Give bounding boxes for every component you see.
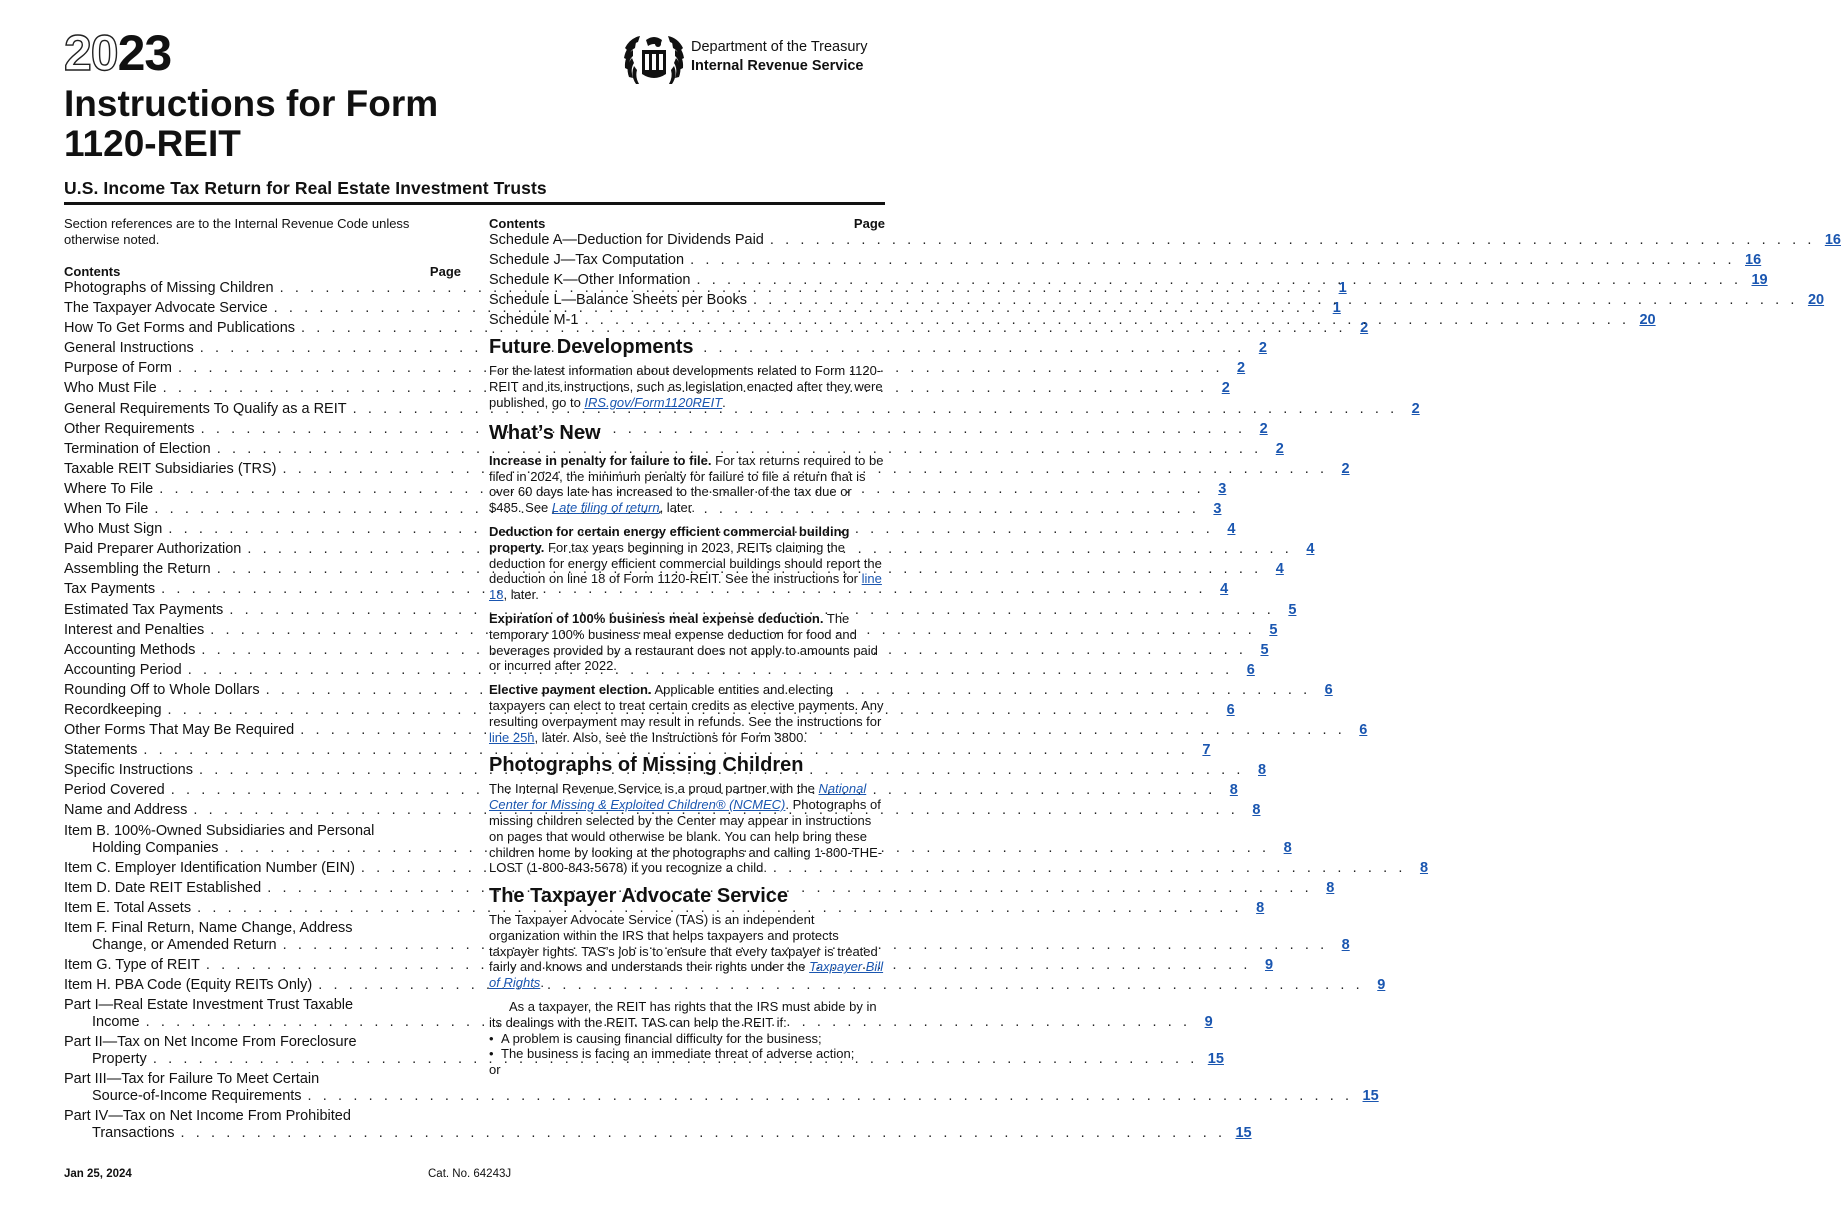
irs-form-link[interactable]: IRS.gov/Form1120REIT	[584, 394, 723, 410]
toc-entry[interactable]	[64, 360, 1246, 377]
toc-entry[interactable]	[64, 957, 1274, 974]
toc-entry-label	[64, 280, 274, 297]
toc-entry-label-text: General Instructions	[64, 340, 194, 357]
toc-entry[interactable]	[489, 272, 1768, 289]
penalty-text-end: , later.	[659, 500, 695, 516]
toc-entry-label-text: Accounting Methods	[64, 641, 196, 658]
toc-page-link[interactable]: 6	[1324, 681, 1333, 698]
toc-entry[interactable]	[489, 252, 1762, 269]
toc-entry-label	[64, 461, 276, 478]
energy-bold: Deduction for certain energy efficient commercial building property.	[489, 523, 850, 555]
toc-entry-label-text: General Requirements To Qualify as a REIT	[64, 400, 347, 417]
toc-page-link[interactable]: 8	[1283, 839, 1292, 856]
toc-entry[interactable]	[64, 977, 1386, 994]
toc-page-link[interactable]: 8	[1341, 936, 1350, 953]
agency-irs: Internal Revenue Service	[691, 58, 864, 74]
toc-page-link[interactable]: 1	[1332, 300, 1341, 317]
toc-entry-label-text: Tax Payments	[64, 581, 156, 598]
toc-entry-label-text: Item D. Date REIT Established	[64, 879, 262, 896]
bullet-icon: •	[489, 1030, 494, 1046]
toc-entry-label	[489, 272, 691, 289]
toc-entry-label	[64, 501, 148, 518]
agency-department: Department of the Treasury	[691, 39, 868, 55]
toc-page-link[interactable]: 3	[1218, 480, 1227, 497]
toc-entry-label-continued: Source-of-Income Requirements	[92, 1088, 302, 1105]
toc-entry-label-continued: Holding Companies	[92, 839, 219, 856]
line-25h-link[interactable]: line 25h	[489, 729, 535, 745]
toc-page-link[interactable]: 2	[1411, 400, 1420, 417]
toc-entry-label-text: Period Covered	[64, 782, 165, 799]
toc-page-label: Page	[429, 264, 461, 279]
toc-entry[interactable]	[64, 661, 1255, 679]
late-filing-link[interactable]: Late filing of return	[551, 500, 660, 516]
toc-entry-label-text: Part IV—Tax on Net Income From Prohibited	[64, 1108, 351, 1125]
toc-entry-label-text: Part III—Tax for Failure To Meet Certain	[64, 1071, 320, 1088]
toc-entry[interactable]	[64, 1108, 1252, 1142]
toc-entry-label-text: Item G. Type of REIT	[64, 957, 200, 973]
toc-entry-label-text: Schedule M-1	[489, 312, 579, 329]
toc-page-link[interactable]: 3	[1213, 501, 1222, 518]
toc-page-link[interactable]: 8	[1229, 782, 1238, 799]
toc-page-link[interactable]: 2	[1258, 340, 1267, 357]
agency-name	[691, 38, 868, 76]
energy-text-end: , later.	[503, 587, 539, 603]
toc-entry-label-text: Estimated Tax Payments	[64, 601, 224, 618]
toc-entry[interactable]	[64, 859, 1429, 877]
toc-entry-label	[64, 380, 157, 397]
toc-page-link[interactable]: 16	[1824, 232, 1841, 248]
year-solid-digits: 23	[117, 25, 172, 81]
toc-page-link[interactable]: 19	[1751, 272, 1768, 289]
form-year	[64, 25, 172, 81]
toc-entry-label	[64, 300, 268, 317]
bullet-text-1: A problem is causing financial difficulty for the business;	[501, 1030, 822, 1046]
toc-entry[interactable]	[489, 312, 1656, 329]
toc-entry-label	[64, 541, 241, 558]
toc-entry-label-text: Who Must Sign	[64, 521, 163, 538]
revision-date: Jan 25, 2024	[64, 1168, 132, 1180]
title-line-1: Instructions for Form	[64, 83, 439, 124]
toc-page-link[interactable]: 8	[1258, 762, 1267, 779]
toc-page-link[interactable]: 8	[1252, 802, 1261, 819]
toc-entry-label	[489, 312, 578, 329]
toc-entry-label	[64, 441, 211, 458]
toc-page-link[interactable]: 1	[1338, 280, 1347, 296]
toc-page-link[interactable]: 16	[1745, 252, 1762, 269]
toc-entry-label-text: The Taxpayer Advocate Service	[64, 300, 268, 317]
toc-page-link[interactable]: 8	[1326, 879, 1335, 896]
toc-entry[interactable]	[64, 701, 1235, 719]
list-item	[489, 1046, 885, 1062]
toc-page-link[interactable]: 2	[1275, 440, 1284, 457]
toc-page-link[interactable]: 9	[1204, 1014, 1213, 1031]
toc-entry-label-text: Other Requirements	[64, 420, 195, 437]
toc-entry-label-text: Item C. Employer Identification Number (EIN)	[64, 859, 355, 876]
toc-dot-leader	[690, 252, 1735, 269]
toc-page-link[interactable]: 5	[1288, 601, 1297, 618]
toc-entry-label-continued: Transactions	[92, 1125, 175, 1142]
tas-text: The Taxpayer Advocate Service (TAS) is an independent organization within the IRS that helps taxpayers and protects taxpayer rights. TAS’s job is to ensure that every taxpayer is treated fairly and knows and understands their rights under the	[489, 912, 878, 975]
toc-entry[interactable]	[64, 1071, 1379, 1105]
toc-entry-label	[64, 340, 194, 357]
penalty-text: For tax returns required to be filed in 2024, the minimum penalty for failure to file a return that is over 60 days late has increased to the smaller of the tax due or $485. See	[489, 452, 884, 516]
toc-entry-label-text: Item F. Final Return, Name Change, Address	[64, 919, 353, 936]
toc-page-link[interactable]: 9	[1377, 977, 1386, 994]
toc-entry-label-text: Specific Instructions	[64, 762, 193, 779]
section-reference-note: Section references are to the Internal Revenue Code unless otherwise noted.	[64, 216, 410, 247]
toc-page-link[interactable]: 15	[1207, 1051, 1224, 1068]
toc-entry[interactable]	[64, 641, 1269, 659]
toc-entry-label-text: Purpose of Form	[64, 360, 172, 377]
toc-entry-label	[64, 722, 294, 739]
toc-entry-label-text: Rounding Off to Whole Dollars	[64, 681, 260, 698]
whats-new-penalty	[489, 453, 885, 516]
toc-header	[64, 264, 461, 280]
toc-entry[interactable]	[489, 292, 1825, 309]
meal-bold: Expiration of 100% business meal expense deduction.	[489, 610, 824, 626]
toc-dot-leader	[770, 232, 1815, 249]
toc-entry[interactable]	[64, 521, 1236, 538]
toc-page-link[interactable]: 5	[1269, 621, 1278, 638]
toc-page-link[interactable]: 8	[1256, 899, 1265, 916]
toc-page-link[interactable]: 6	[1359, 722, 1368, 739]
elective-bold: Elective payment election.	[489, 682, 652, 698]
bullet-icon: •	[489, 1046, 494, 1062]
toc-page-link[interactable]: 8	[1419, 859, 1429, 876]
toc-entry-label-text: Termination of Election	[64, 440, 211, 457]
future-text-end: .	[722, 394, 726, 410]
future-developments-text	[489, 363, 885, 410]
toc-entry-label	[64, 702, 162, 719]
toc-entry-label	[64, 742, 137, 759]
toc-page-link[interactable]: 2	[1259, 420, 1268, 437]
whats-new-energy	[489, 524, 885, 603]
toc-entry-label-text: Assembling the Return	[64, 561, 211, 578]
whats-new-heading: What’s New	[489, 421, 601, 444]
line-18-link[interactable]: line 18	[489, 571, 882, 603]
list-item	[489, 1031, 885, 1047]
toc-dot-leader	[753, 292, 1798, 309]
catalog-number: Cat. No. 64243J	[428, 1168, 512, 1180]
page-title	[64, 84, 438, 164]
trailing-text: or	[489, 1062, 501, 1078]
toc-page-link[interactable]: 2	[1360, 320, 1369, 337]
header-divider	[64, 202, 885, 205]
toc-entry-label-text: Accounting Period	[64, 661, 182, 678]
toc-entry-label-text: Photographs of Missing Children	[64, 280, 274, 296]
toc-page-link[interactable]: 9	[1264, 957, 1274, 973]
whats-new-elective	[489, 682, 885, 745]
toc-entry-label	[64, 401, 347, 418]
toc-entry[interactable]	[64, 480, 1227, 498]
bullet-text-2: The business is facing an immediate threat of adverse action;	[501, 1046, 855, 1062]
toc-entry-label-text: Part I—Real Estate Investment Trust Taxable	[64, 997, 354, 1014]
toc-entry-label	[64, 521, 162, 538]
toc-entry-label	[64, 581, 155, 598]
toc-entry-label	[64, 782, 165, 799]
year-outline-digits: 20	[64, 25, 118, 81]
toc-page-link[interactable]: 15	[1362, 1088, 1379, 1105]
toc-page-link[interactable]: 4	[1306, 541, 1315, 558]
taxpayer-bill-of-rights-link[interactable]: Taxpayer Bill of Rights	[489, 959, 884, 991]
toc-entry-label-continued: Property	[92, 1051, 147, 1068]
missing-text: The Internal Revenue Service is a proud partner with the	[489, 781, 819, 797]
tas-rights-text: As a taxpayer, the REIT has rights that the IRS must abide by in its dealings with the REIT. TAS can help the REIT if:	[489, 999, 877, 1030]
tas-text-end: .	[540, 975, 544, 991]
toc-page-link[interactable]: 6	[1246, 661, 1255, 678]
toc-entry[interactable]	[64, 541, 1315, 558]
toc-page-link[interactable]: 5	[1260, 641, 1269, 658]
toc-entry[interactable]	[64, 822, 1292, 857]
future-text: For the latest information about developments related to Form 1120-REIT and its instructions, such as legislation enacted after they were published, go to	[489, 363, 883, 410]
toc-entry-label-continued: Income	[92, 1014, 140, 1031]
title-line-2: 1120-REIT	[64, 123, 241, 164]
toc-entry-label-text: Name and Address	[64, 802, 188, 819]
toc-page-link[interactable]: 2	[1341, 460, 1350, 477]
elective-text-end: , later. Also, see the Instructions for Form 3800.	[534, 729, 807, 745]
toc-entry-label-text: Recordkeeping	[64, 701, 162, 718]
toc-entry[interactable]	[64, 802, 1261, 819]
toc-dot-leader	[180, 1125, 1225, 1142]
taxpayer-advocate-heading: The Taxpayer Advocate Service	[489, 885, 789, 908]
toc-contents-label: Contents	[64, 264, 121, 279]
toc-entry-label-text: Schedule J—Tax Computation	[489, 252, 685, 269]
toc-entry-label-text: Part II—Tax on Net Income From Foreclosure	[64, 1034, 357, 1051]
toc-entry-label	[64, 602, 223, 619]
toc-entry-label-text: Item E. Total Assets	[64, 899, 192, 916]
toc-page-link[interactable]: 2	[1237, 360, 1246, 377]
toc-contents-label-right: Contents	[489, 216, 546, 231]
missing-children-text	[489, 781, 885, 876]
toc-entry[interactable]	[64, 742, 1211, 759]
toc-entry-label-text: Schedule K—Other Information	[489, 272, 691, 289]
missing-children-heading: Photographs of Missing Children	[489, 754, 804, 777]
toc-entry-label	[64, 880, 261, 897]
toc-page-link[interactable]: 20	[1639, 312, 1656, 329]
toc-page-link[interactable]: 4	[1275, 561, 1284, 578]
toc-entry-label	[489, 292, 747, 309]
energy-text: For tax years beginning in 2023, REITs claiming the deduction for energy efficient commercial buildings should report the deduction on line 18 of Form 1120-REIT. See the instructions for	[489, 539, 882, 587]
toc-entry[interactable]	[64, 440, 1284, 458]
toc-entry-label-text: Who Must File	[64, 380, 157, 397]
toc-entry-label	[489, 252, 684, 269]
table-of-contents-continued	[489, 232, 1841, 329]
toc-entry-label-text: Taxable REIT Subsidiaries (TRS)	[64, 460, 277, 477]
toc-entry[interactable]	[64, 899, 1265, 917]
toc-dot-leader	[308, 1088, 1353, 1105]
toc-entry-label	[64, 682, 260, 699]
toc-entry[interactable]	[64, 380, 1230, 397]
irs-eagle-logo-icon	[622, 30, 686, 88]
toc-page-link[interactable]: 6	[1226, 701, 1235, 718]
toc-entry-label	[64, 561, 211, 578]
toc-entry-label	[64, 860, 355, 877]
toc-entry-label	[64, 421, 195, 438]
toc-entry-label	[64, 762, 193, 779]
toc-page-label-right: Page	[853, 216, 885, 231]
toc-entry-line-2	[64, 1125, 1252, 1142]
form-subtitle: U.S. Income Tax Return for Real Estate Investment Trusts	[64, 178, 547, 198]
toc-entry-label	[64, 977, 312, 994]
toc-page-link[interactable]: 20	[1807, 292, 1825, 309]
toc-entry-label-text: Interest and Penalties	[64, 621, 205, 638]
toc-entry-label	[64, 320, 295, 337]
toc-entry-label-text: Schedule L—Balance Sheets per Books	[489, 292, 747, 309]
toc-page-link[interactable]: 15	[1235, 1125, 1252, 1142]
toc-entry-label	[64, 481, 153, 498]
toc-entry-label	[64, 802, 187, 819]
toc-entry-label	[64, 957, 200, 974]
elective-text: Applicable entities and electing taxpayers can elect to treat certain credits as elective payments. Any resulting overpayment may result in refunds. See the instructions for	[489, 682, 884, 729]
toc-entry-line-1	[64, 1108, 1252, 1125]
toc-entry-label	[64, 360, 172, 377]
toc-entry-label-text: Other Forms That May Be Required	[64, 722, 295, 739]
toc-entry-label-text: Paid Preparer Authorization	[64, 541, 242, 558]
ncmec-link[interactable]: National Center for Missing & Exploited Children® (NCMEC)	[489, 781, 867, 813]
toc-entry-label-text: How To Get Forms and Publications	[64, 320, 296, 337]
toc-page-link[interactable]: 4	[1227, 521, 1236, 538]
toc-entry-label	[64, 642, 195, 659]
missing-text-end: . Photographs of missing children selected by the Center may appear in instructions on pages that would otherwise be blank. You can help bring these children home by looking at the photographs and calling 1-800-THE-LOST (1-800-843-5678) if you recognize a child.	[489, 797, 883, 876]
toc-entry[interactable]	[64, 561, 1284, 578]
toc-entry-label-text: Schedule A—Deduction for Dividends Paid	[489, 232, 764, 248]
penalty-bold: Increase in penalty for failure to file.	[489, 452, 712, 468]
toc-dot-leader	[584, 312, 1629, 329]
toc-entry-label-text: Item B. 100%-Owned Subsidiaries and Personal	[64, 822, 375, 839]
toc-page-link[interactable]: 4	[1220, 581, 1229, 598]
meal-text: The temporary 100% business meal expense deduction for food and beverages provided by a restaurant does not apply to amounts paid or incurred after 2022.	[489, 610, 878, 674]
toc-entry[interactable]	[64, 621, 1278, 639]
toc-entry-label	[64, 622, 204, 639]
whats-new-meal	[489, 611, 885, 674]
taxpayer-advocate-text	[489, 912, 885, 991]
toc-entry-label-text: When To File	[64, 501, 149, 518]
toc-entry-label	[64, 900, 191, 917]
toc-entry-label-text: Where To File	[64, 480, 154, 497]
toc-page-link[interactable]: 7	[1202, 742, 1211, 759]
future-developments-heading: Future Developments	[489, 336, 694, 359]
toc-header-right	[489, 216, 885, 232]
toc-entry-label	[64, 662, 182, 679]
toc-entry-label-text: Statements	[64, 742, 138, 759]
toc-entry[interactable]	[489, 232, 1841, 249]
toc-page-link[interactable]: 2	[1221, 380, 1230, 397]
toc-entry-line-2	[64, 1088, 1379, 1105]
toc-entry-label-continued: Change, or Amended Return	[92, 936, 277, 953]
toc-entry-label	[489, 232, 764, 249]
toc-entry-label-text: Item H. PBA Code (Equity REITs Only)	[64, 977, 313, 994]
toc-dot-leader	[697, 272, 1742, 289]
